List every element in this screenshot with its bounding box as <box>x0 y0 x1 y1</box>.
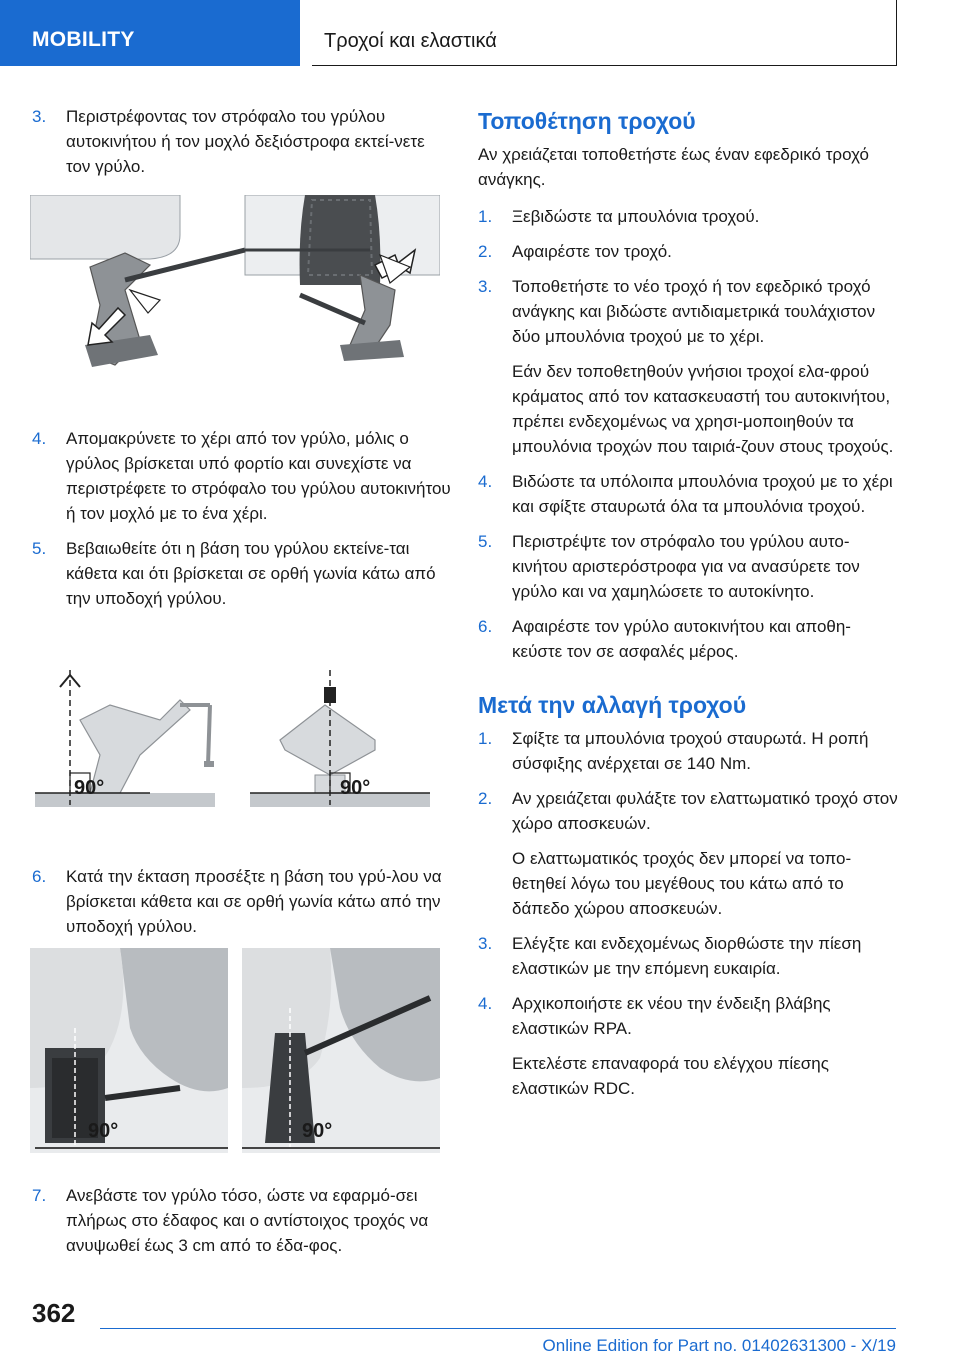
step-number: 1. <box>478 729 493 748</box>
step-text: Τοποθετήστε το νέο τροχό ή τον εφεδρικό τροχό ανάγκης και βιδώστε αντιδιαμετρικά τουλάχιστον δύο μπουλόνια τροχού με το χέρι. <box>512 277 876 346</box>
step-number: 3. <box>32 107 47 126</box>
figure-jack-wheel-90 <box>30 948 440 1153</box>
step-text: Αφαιρέστε τον γρύλο αυτοκινήτου και αποθη-κεύστε τον σε ασφαλές μέρος. <box>512 617 851 661</box>
right-column <box>478 106 898 1101</box>
edition-info: Online Edition for Part no. 01402631300 - X/19 <box>542 1336 896 1355</box>
mount-step-6 <box>478 614 898 664</box>
after-step-4 <box>478 991 898 1101</box>
step-number: 7. <box>32 1186 47 1205</box>
section-intro: Αν χρειάζεται τοποθετήστε έως έναν εφεδρικό τροχό ανάγκης. <box>478 145 870 189</box>
step-text: Κατά την έκταση προσέξτε η βάση του γρύ-λου να βρίσκεται κάθετα και σε ορθή γωνία κάτω από την υποδοχή γρύλου. <box>66 867 442 936</box>
step-number: 4. <box>478 994 493 1013</box>
step-text: Απομακρύνετε το χέρι από τον γρύλο, μόλις ο γρύλος βρίσκεται υπό φορτίο και συνεχίστε να περιστρέφετε το στρόφαλο του γρύλου αυτοκινήτου ή τον μοχλό με το ένα χέρι. <box>66 429 451 523</box>
mount-step-3 <box>478 274 898 459</box>
step-number: 2. <box>478 242 493 261</box>
step-number: 2. <box>478 789 493 808</box>
left-column-cont3 <box>32 1183 452 1258</box>
step-4 <box>32 426 452 526</box>
after-step-2 <box>478 786 898 921</box>
step-text: Αρχικοποιήστε εκ νέου την ένδειξη βλάβης ελαστικών RPA. <box>512 994 831 1038</box>
step-text: Βιδώστε τα υπόλοιπα μπουλόνια τροχού με το χέρι και σφίξτε σταυρωτά όλα τα μπουλόνια τροχού. <box>512 472 893 516</box>
figure-jack-under-car <box>30 195 440 393</box>
step-text: Βεβαιωθείτε ότι η βάση του γρύλου εκτείνε-ται κάθετα και ότι βρίσκεται σε ορθή γωνία κάτω από την υποδοχή γρύλου. <box>66 539 436 608</box>
mount-step-1 <box>478 204 898 229</box>
step-text: Ανεβάστε τον γρύλο τόσο, ώστε να εφαρμό-σει πλήρως στο έδαφος και ο αντίστοιχος τροχός να ανυψωθεί έως 3 cm από το έδα-φος. <box>66 1186 429 1255</box>
left-column-cont <box>32 426 452 611</box>
footer-divider <box>100 1328 896 1329</box>
mount-step-2 <box>478 239 898 264</box>
after-step-1 <box>478 726 898 776</box>
step-number: 3. <box>478 934 493 953</box>
left-column <box>32 104 452 179</box>
step-text: Σφίξτε τα μπουλόνια τροχού σταυρωτά. Η ροπή σύσφιξης ανέρχεται σε 140 Nm. <box>512 729 869 773</box>
step-text: Ξεβιδώστε τα μπουλόνια τροχού. <box>512 207 760 226</box>
step-7 <box>32 1183 452 1258</box>
section-heading-after-change: Μετά την αλλαγή τροχού <box>478 692 747 718</box>
step-note: Ο ελαττωματικός τροχός δεν μπορεί να τοπο-θετηθεί λόγω του μεγέθους του κάτω από το δάπεδο χώρου αποσκευών. <box>512 849 852 918</box>
step-text: Αν χρειάζεται φυλάξτε τον ελαττωματικό τροχό στον χώρο αποσκευών. <box>512 789 898 833</box>
page-number: 362 <box>32 1298 76 1328</box>
step-note: Εάν δεν τοποθετηθούν γνήσιοι τροχοί ελα-φρού κράματος από τον κατασκευαστή του αυτοκινήτου, πρέπει ενδεχομένως να χρησι-μοποιηθούν τα μπουλόνια τροχών που ταιριά-ζουν στους τροχούς. <box>512 362 894 456</box>
step-number: 4. <box>478 472 493 491</box>
angle-label-right: 90° <box>302 1120 333 1142</box>
step-3 <box>32 104 452 179</box>
section-title: MOBILITY <box>32 28 135 51</box>
angle-label-left: 90° <box>74 777 105 799</box>
step-text: Περιστρέψτε τον στρόφαλο του γρύλου αυτο-κινήτου αριστερόστροφα για να ανασύρετε τον γρύλο και να χαμηλώσετε το αυτοκίνητο. <box>512 532 860 601</box>
step-text: Ελέγξτε και ενδεχομένως διορθώστε την πίεση ελαστικών με την επόμενη ευκαιρία. <box>512 934 862 978</box>
angle-label-left: 90° <box>88 1120 119 1142</box>
chapter-header <box>312 0 897 66</box>
step-note: Εκτελέστε επαναφορά του ελέγχου πίεσης ελαστικών RDC. <box>512 1054 829 1098</box>
step-text: Περιστρέφοντας τον στρόφαλο του γρύλου αυτοκινήτου ή τον μοχλό δεξιόστροφα εκτεί-νετε τον γρύλο. <box>66 107 425 176</box>
step-number: 6. <box>478 617 493 636</box>
mount-step-5 <box>478 529 898 604</box>
mount-step-4 <box>478 469 898 519</box>
step-text: Αφαιρέστε τον τροχό. <box>512 242 672 261</box>
step-number: 5. <box>32 539 47 558</box>
step-number: 6. <box>32 867 47 886</box>
step-6 <box>32 864 452 939</box>
section-heading-wheel-mount: Τοποθέτηση τροχού <box>478 108 696 134</box>
angle-label-right: 90° <box>340 777 371 799</box>
left-column-cont2 <box>32 864 452 939</box>
step-number: 5. <box>478 532 493 551</box>
step-number: 1. <box>478 207 493 226</box>
step-number: 4. <box>32 429 47 448</box>
jack-illustration <box>30 195 440 393</box>
section-tab[interactable] <box>0 0 300 66</box>
after-step-3 <box>478 931 898 981</box>
step-5 <box>32 536 452 611</box>
chapter-title: Τροχοί και ελαστικά <box>324 30 497 52</box>
step-number: 3. <box>478 277 493 296</box>
figure-jack-right-angle <box>30 665 440 813</box>
